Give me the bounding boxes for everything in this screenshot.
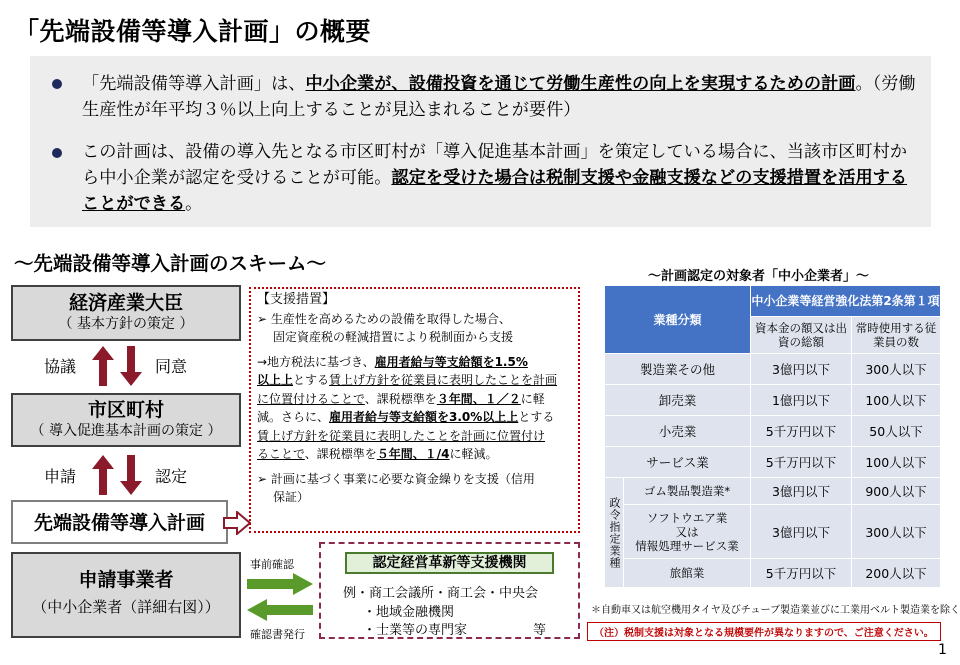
certify-label: 認定	[155, 467, 188, 486]
measures-text: 保証）	[273, 490, 310, 504]
support-measures-box	[249, 287, 580, 533]
tax-emphasis: 雇用者給与等支給額を1.5%	[374, 354, 528, 369]
city-sub: （ 導入促進基本計画の策定 ）	[30, 423, 222, 439]
gov-designated-label: 政令指定業種	[605, 478, 624, 588]
minister-name: 経済産業大臣	[68, 292, 183, 314]
tax-emphasis: ５年間、１/4	[376, 447, 450, 461]
tax-text: 、課税標準を	[304, 447, 377, 461]
col-header-employees: 常時使用する従業員の数	[852, 317, 941, 354]
table-cell-type: サービス業	[605, 447, 751, 478]
minister-box	[11, 285, 241, 341]
tax-line	[257, 371, 572, 390]
summary-emphasis: 中小企業が、設備投資を通じて労働生産性の向上を実現するための計画	[305, 74, 856, 94]
table-cell-capital: 5千万円以下	[751, 416, 852, 447]
tax-underline: 賃上げ方針を従業員に表明したことを計画	[329, 373, 558, 387]
agree-label: 同意	[155, 357, 188, 376]
measures-text: 計画に基づく事業に必要な資金繰りを支援（信用	[270, 471, 535, 486]
col-header-capital: 資本金の額又は出資の総額	[751, 317, 852, 354]
tax-text: に軽減。	[449, 447, 498, 461]
bullet-icon	[52, 148, 62, 158]
tax-underline: に位置付けることで	[257, 391, 365, 406]
tax-line	[257, 390, 572, 409]
table-cell-capital: 3億円以下	[751, 478, 852, 505]
tax-line	[257, 408, 572, 427]
summary-text: 「先端設備等導入計画」は、	[82, 74, 306, 94]
tax-text: 、課税標準を	[364, 391, 437, 406]
caution-note: （注）税制支援は対象となる規模要件が異なりますので、ご注意ください。	[587, 622, 941, 641]
table-cell-capital: 3億円以下	[751, 354, 852, 385]
right-arrow-icon	[247, 573, 313, 595]
confirm-issue-label: 確認書発行	[250, 628, 305, 641]
type-line: 又は	[675, 524, 699, 539]
page-number: 1	[938, 642, 947, 658]
sme-criteria-table	[604, 285, 941, 588]
type-line: 情報処理サービス業	[635, 538, 739, 553]
measures-text: 生産性を高めるための設備を取得した場合、	[270, 311, 511, 326]
applicant-box	[11, 552, 241, 638]
apply-label: 申請	[44, 467, 77, 486]
tax-text: に軽	[520, 391, 545, 406]
table-cell-capital: 5千万円以下	[751, 559, 852, 588]
right-hollow-arrow-icon	[223, 511, 251, 535]
table-title: ～計画認定の対象者「中小企業者」～	[648, 269, 870, 284]
consult-label: 協議	[44, 357, 77, 376]
support-org-etc: 等	[533, 623, 547, 638]
support-org-title: 認定経営革新等支援機関	[345, 552, 554, 574]
type-line: ソフトウエア業	[646, 510, 728, 525]
table-cell-employees: 50人以下	[852, 416, 941, 447]
table-cell-employees: 100人以下	[852, 385, 941, 416]
summary-text: 。	[185, 194, 203, 214]
measures-heading: 【支援措置】	[257, 292, 336, 307]
footnote: ＊自動車又は航空機用タイヤ及びチューブ製造業並びに工業用ベルト製造業を除く	[591, 605, 960, 616]
plan-box	[11, 500, 228, 544]
tax-emphasis: 雇用者給与等支給額を3.0%以上上	[329, 410, 519, 424]
tax-line	[257, 445, 572, 464]
table-cell-capital: 3億円以下	[751, 505, 852, 559]
left-arrow-icon	[247, 599, 313, 621]
tax-line: 賃上げ方針を従業員に表明したことを計画に位置付け	[257, 428, 546, 443]
col-header-type: 業種分類	[605, 286, 751, 354]
tax-text: とする	[293, 373, 330, 387]
table-cell-type: 製造業その他	[605, 354, 751, 385]
col-header-law: 中小企業等経営強化法第2条第１項	[751, 286, 941, 317]
table-cell-employees: 300人以下	[852, 505, 941, 559]
support-org-box	[319, 542, 580, 639]
tax-underline: ることで	[257, 447, 305, 461]
summary-text: 。（労働生産性が年平均３％以上向上することが見込まれることが要件）	[82, 74, 916, 120]
table-cell-employees: 900人以下	[852, 478, 941, 505]
tax-text: 減。さらに、	[257, 410, 330, 424]
page-title: 「先端設備等導入計画」の概要	[14, 17, 372, 46]
tax-line	[257, 353, 572, 372]
triangle-bullet-icon: ➢	[257, 311, 271, 326]
table-cell-type	[624, 505, 751, 559]
city-box	[11, 393, 241, 447]
triangle-bullet-icon: ➢	[257, 471, 271, 486]
scheme-title: ～先端設備等導入計画のスキーム～	[14, 252, 327, 275]
minister-sub: （ 基本方針の策定 ）	[58, 316, 194, 332]
summary-box	[30, 56, 931, 227]
support-org-line-1: 例・商工会議所・商工会・中央会	[343, 586, 539, 601]
up-arrow-icon	[92, 455, 114, 495]
measures-item-2	[257, 470, 572, 489]
bullet-icon	[52, 79, 62, 89]
table-cell-employees: 300人以下	[852, 354, 941, 385]
summary-emphasis: 認定を受けた場合は税制支援や金融支援などの支援措置を活用することができる	[82, 168, 908, 214]
tax-emphasis: ３年間、１／２	[436, 391, 521, 406]
table-cell-employees: 200人以下	[852, 559, 941, 588]
table-cell-type: 旅館業	[624, 559, 751, 588]
tax-emphasis: 以上上	[257, 373, 294, 387]
pre-confirm-label: 事前確認	[250, 558, 294, 571]
table-cell-employees: 100人以下	[852, 447, 941, 478]
support-org-line-2: ・地域金融機関	[363, 605, 455, 620]
measures-text: 固定資産税の軽減措置により税制面から支援	[273, 330, 514, 344]
summary-text: この計画は、設備の導入先となる市区町村が「導入促進基本計画」を策定している場合に、当該市区町村から中小企業が認定を受けることが可能。	[82, 142, 908, 188]
tax-text: とする	[518, 410, 555, 424]
support-org-line-3: ・士業等の専門家	[363, 623, 468, 638]
table-cell-capital: 5千万円以下	[751, 447, 852, 478]
applicant-sub: （中小企業者（詳細右図））	[32, 598, 220, 616]
table-cell-capital: 1億円以下	[751, 385, 852, 416]
down-arrow-icon	[120, 455, 142, 495]
down-arrow-icon	[120, 346, 142, 386]
tax-text: →地方税法に基づき、	[257, 354, 375, 369]
table-cell-type: 卸売業	[605, 385, 751, 416]
table-cell-type: 小売業	[605, 416, 751, 447]
summary-paragraph-2	[82, 139, 917, 217]
applicant-name: 申請事業者	[78, 569, 174, 591]
table-cell-type: ゴム製品製造業*	[624, 478, 751, 505]
summary-paragraph-1	[82, 71, 917, 123]
measures-item-1	[257, 310, 572, 329]
plan-name: 先端設備等導入計画	[33, 512, 205, 534]
city-name: 市区町村	[87, 399, 164, 421]
up-arrow-icon	[92, 346, 114, 386]
